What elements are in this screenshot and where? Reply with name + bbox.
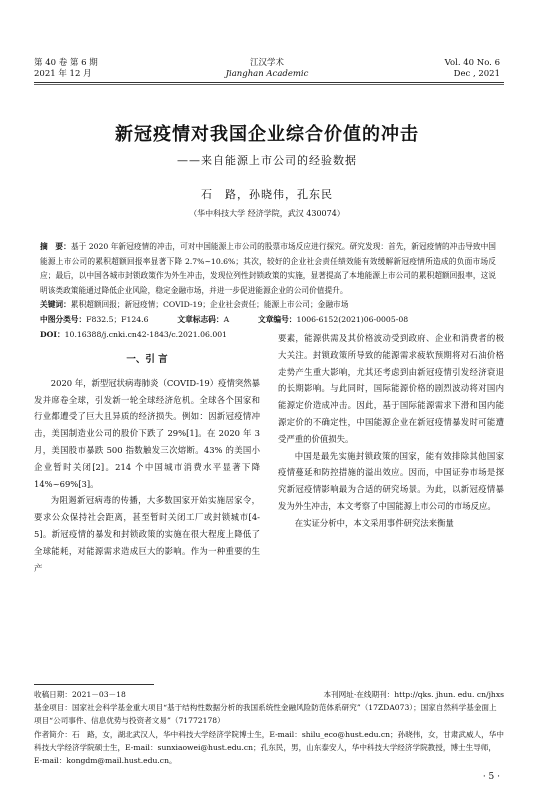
paragraph: 要素，能源供需及其价格波动受到政府、企业和消费者的极大关注。封锁政策所导致的能源需求疲软预期将对石油价格走势产生重大影响，尤其还考虑到由新冠疫情引发经济衰退的长期影响。与此同时，国际能源价格的剧烈波动将对国内能源定价造成冲击。因此，基于国际能源需求下滑和国内能源定价的不确定性，中国能源企业在新冠疫情暴发时可能遭受严重的价值损失。 bbox=[278, 333, 504, 444]
journal-name-cn: 江汉学术 bbox=[249, 58, 284, 68]
journal-url[interactable]: 本刊网址·在线期刊：http://qks. jhun. edu. cn/jhxs bbox=[323, 690, 504, 699]
author-affiliation: （华中科技大学 经济学院，武汉 430074） bbox=[189, 209, 345, 218]
abstract bbox=[40, 240, 496, 298]
section-heading-introduction: 一、引 言 bbox=[126, 354, 168, 365]
fund-info: 基金项目：国家社会科学基金重大项目“基于结构性数据分析的我国系统性金融风险防范体系研究”（17ZDA073）；国家自然科学基金面上项目“公司事件、信息优势与投资者文易”（71772178） bbox=[34, 703, 497, 726]
keywords bbox=[40, 298, 496, 313]
article-title: 新冠疫情对我国企业综合价值的冲击 bbox=[115, 124, 419, 145]
paragraph: 为阻遏新冠病毒的传播，大多数国家开始实施居家令，要求公众保持社会距离，甚至暂时关闭工厂或封锁城市[4-5]。新冠疫情的暴发和封锁政策的实施在很大程度上降低了全球能耗，对能源需求造成巨大的影响。作为一种重要的生产 bbox=[34, 495, 260, 573]
journal-name-en: Jianghan Academic bbox=[225, 69, 309, 79]
body-right-column bbox=[278, 330, 504, 532]
keywords-text: 累积超额回报；新冠疫情；COVID-19；企业社会责任；能源上市公司；金融市场 bbox=[70, 300, 349, 310]
clc-value: F832.5；F124.6 bbox=[86, 314, 149, 324]
keywords-label: 关键词： bbox=[40, 300, 71, 310]
doccode-label: 文章标志码： bbox=[177, 314, 224, 324]
issue-date-en: Dec , 2021 bbox=[453, 69, 500, 79]
doccode-value: A bbox=[223, 314, 230, 324]
body-left-column bbox=[34, 352, 260, 576]
article-subtitle: ——来自能源上市公司的经验数据 bbox=[177, 154, 357, 167]
articleno-value: 1006-6152(2021)06-0005-08 bbox=[296, 314, 409, 324]
header-rule bbox=[34, 82, 504, 83]
issue-date: 2021 年 12 月 bbox=[34, 69, 92, 79]
abstract-label: 摘 要： bbox=[40, 242, 71, 251]
classification-line bbox=[40, 313, 496, 328]
doi-value: 10.16388/j.cnki.cn42-1843/c.2021.06.001 bbox=[64, 329, 228, 339]
articleno-label: 文章编号： bbox=[258, 314, 297, 324]
author-info: 作者简介：石 路，女，湖北武汉人，华中科技大学经济学院博士生，E-mail：shilu_eco@hust.edu.cn；孙晓伟，女，甘肃武威人，华中科技大学经济学院硕士生，E-mail：sunxiaowei@hust.edu.cn；孔东民，男，山东泰安人，华中科技大学经济学院教授，博士生导师，E-mail：kongdm@mail.hust.edu.cn。 bbox=[34, 729, 504, 766]
paragraph: 在实证分析中，本文采用事件研究法来衡量 bbox=[294, 517, 454, 528]
page-number: · 5 · bbox=[482, 772, 500, 782]
volume-issue-en: Vol. 40 No. 6 bbox=[444, 58, 500, 68]
header-rule-thin bbox=[34, 84, 504, 85]
article-authors: 石 路，孙晓伟，孔东民 bbox=[201, 188, 333, 201]
header-right bbox=[445, 58, 500, 80]
paragraph: 中国是最先实施封锁政策的国家，能有效排除其他国家疫情蔓延和防控措施的溢出效应。因而，中国证券市场是探究新冠疫情影响最为合适的研究场景。为此，以新冠疫情暴发为外生冲击，本文考察了中国能源上市公司的市场反应。 bbox=[278, 450, 504, 511]
abstract-block bbox=[40, 240, 496, 342]
footnote-rule bbox=[34, 684, 154, 685]
paragraph: 2020 年，新型冠状病毒肺炎（COVID-19）疫情突然暴发并席卷全球，引发新一轮全球经济危机。全球各个国家和行业都遭受了巨大且异质的经济损失。例如：因新冠疫情冲击，美国制造业公司的股价下跌了 29%[1]。在 2020 年 3 月，美国股市暴跌 500 指数触发三次熔断。43% 的美国小企业暂时关闭[2]。214 个中国城市消费水平显著下降 14%~69%[3]。 bbox=[34, 377, 260, 489]
footnotes bbox=[34, 688, 504, 767]
clc-label: 中图分类号： bbox=[40, 314, 87, 324]
received-date: 收稿日期：2021－03－18 bbox=[34, 690, 126, 699]
abstract-text: 基于 2020 年新冠疫情的冲击，可对中国能源上市公司的股票市场反应进行探究。研究发现：首先，新冠疫情的冲击导致中国能源上市公司的累积超额回报率显著下降 2.7%~10.6%；其次，较好的企业社会责任绩效能有效缓解新冠疫情所造成的负面市场反应；最后，以中国各城市封锁政策作为外生冲击，发现位列性封锁政策的实施，显著提高了本地能源上市公司的累积超额回报率，这说明该类政策能通过降低企业风险，稳定金融市场，并进一步促进能源企业的公司价值提升。 bbox=[40, 242, 496, 295]
volume-issue: 第 40 卷 第 6 期 bbox=[34, 58, 98, 68]
dates-line bbox=[34, 688, 504, 701]
doi-label: DOI： bbox=[40, 329, 65, 339]
